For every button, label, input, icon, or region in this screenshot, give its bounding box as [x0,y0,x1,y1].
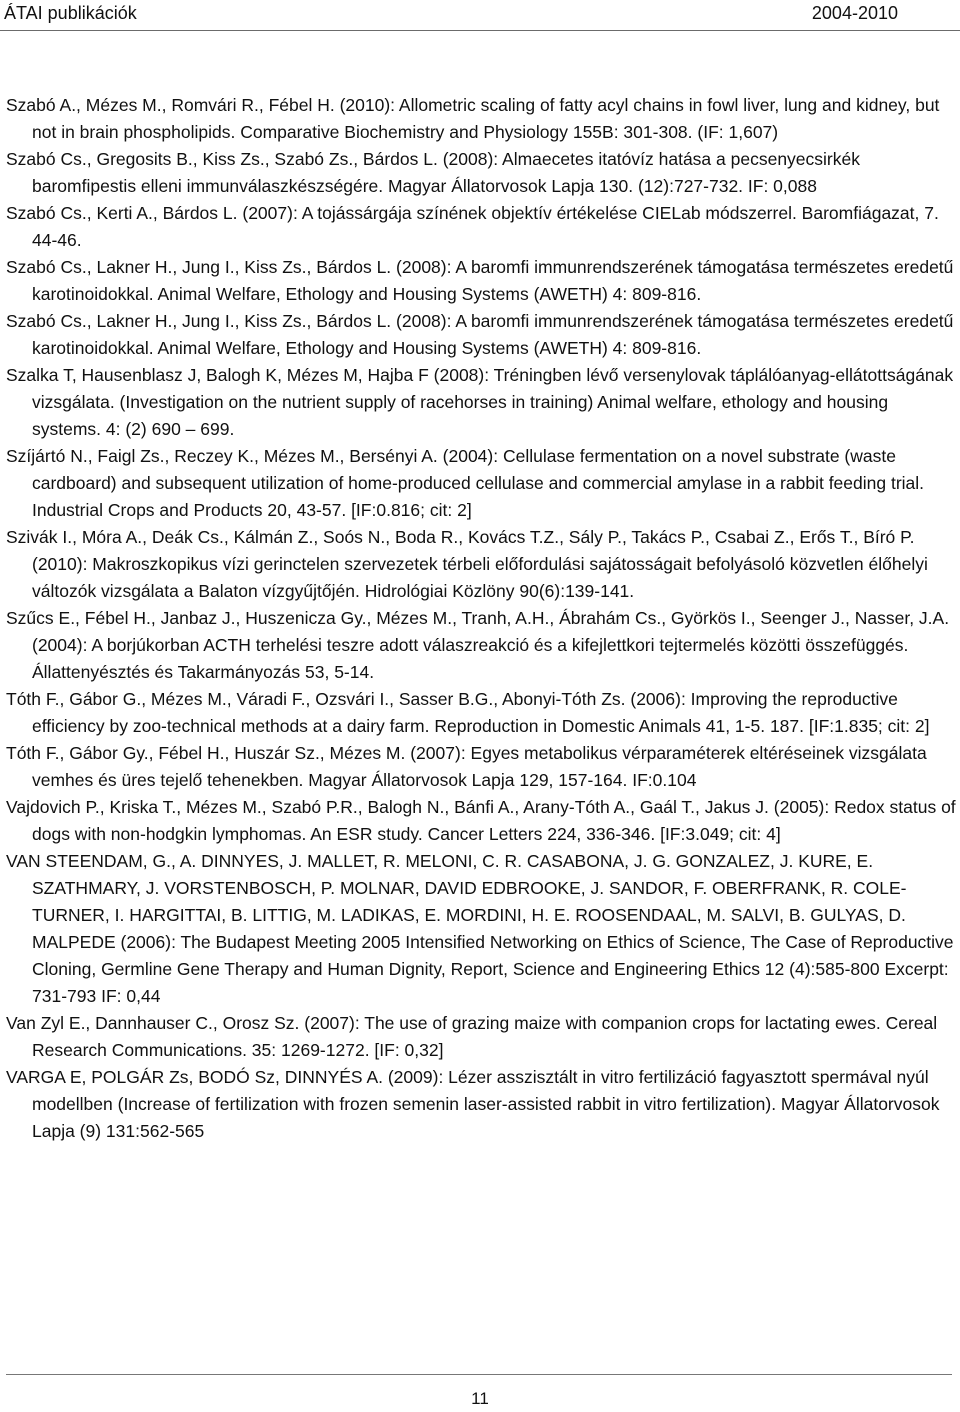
reference-entry: Van Zyl E., Dannhauser C., Orosz Sz. (2007): The use of grazing maize with companion crops for lactating ewes. Cereal Research Communications. 35: 1269-1272. [IF: 0,32] [6,1013,938,1060]
reference-entry: Szűcs E., Fébel H., Janbaz J., Huszenicza Gy., Mézes M., Tranh, A.H., Ábrahám Cs., Györkös I., Seenger J., Nasser, J.A. (2004): A borjúkorban ACTH terhelési teszre adott válaszreakció és a kifejlettkori tejtermelés közötti összefüggés. Állattenyésztés és Takarmányozás 53, 5-14. [6,608,950,682]
reference-entry: Szabó Cs., Lakner H., Jung I., Kiss Zs., Bárdos L. (2008): A baromfi immunrendszerének támogatása természetes eredetű karotinoidokkal. Animal Welfare, Ethology and Housing Systems (AWETH) 4: 809-816. [6,257,954,304]
reference-list [6,92,956,1145]
reference-entry: Vajdovich P., Kriska T., Mézes M., Szabó P.R., Balogh N., Bánfi A., Arany-Tóth A., Gaál T., Jakus J. (2005): Redox status of dogs with non-hodgkin lymphomas. An ESR study. Cancer Letters 224, 336-346. [IF:3.049; cit: 4] [6,797,956,844]
reference-entry: VAN STEENDAM, G., A. DINNYES, J. MALLET, R. MELONI, C. R. CASABONA, J. G. GONZALEZ, J. KURE, E. SZATHMARY, J. VORSTENBOSCH, P. MOLNAR, DAVID EDBROOKE, J. SANDOR, F. OBERFRANK, R. COLE-TURNER, I. HARGITTAI, B. LITTIG, M. LADIKAS, E. MORDINI, H. E. ROOSENDAAL, M. SALVI, B. GULYAS, D. MALPEDE (2006): The Budapest Meeting 2005 Intensified Networking on Ethics of Science, The Case of Reproductive Cloning, Germline Gene Therapy and Human Dignity, Report, Science and Engineering Ethics 12 (4):585-800 Excerpt: 731-793 IF: 0,44 [6,851,954,1006]
reference-entry: Tóth F., Gábor G., Mézes M., Váradi F., Ozsvári I., Sasser B.G., Abonyi-Tóth Zs. (2006): Improving the reproductive efficiency by zoo-technical methods at a dairy farm. Reproduction in Domestic Animals 41, 1-5. 187. [IF:1.835; cit: 2] [6,689,930,736]
header-divider [0,30,960,31]
reference-entry: Szabó Cs., Gregosits B., Kiss Zs., Szabó Zs., Bárdos L. (2008): Almaecetes itatóvíz hatása a pecsenyecsirkék baromfipestis elleni immunválaszkészségére. Magyar Állatorvosok Lapja 130. (12):727-732. IF: 0,088 [6,149,860,196]
reference-entry: Szabó Cs., Lakner H., Jung I., Kiss Zs., Bárdos L. (2008): A baromfi immunrendszerének támogatása természetes eredetű karotinoidokkal. Animal Welfare, Ethology and Housing Systems (AWETH) 4: 809-816. [6,311,954,358]
reference-entry: Szabó A., Mézes M., Romvári R., Fébel H. (2010): Allometric scaling of fatty acyl chains in fowl liver, lung and kidney, but not in brain phospholipids. Comparative Biochemistry and Physiology 155B: 301-308. (IF: 1,607) [6,95,940,142]
reference-entry: Szabó Cs., Kerti A., Bárdos L. (2007): A tojássárgája színének objektív értékelése CIELab módszerrel. Baromfiágazat, 7. 44-46. [6,203,939,250]
page-number: 11 [471,1389,489,1408]
page-header [0,0,960,30]
header-years: 2004-2010 [811,3,898,23]
reference-entry: Tóth F., Gábor Gy., Fébel H., Huszár Sz., Mézes M. (2007): Egyes metabolikus vérparaméterek eltéréseinek vizsgálata vemhes és üres tejelő tehenekben. Magyar Állatorvosok Lapja 129, 157-164. IF:0.104 [6,743,927,790]
reference-entry: VARGA E, POLGÁR Zs, BODÓ Sz, DINNYÉS A. (2009): Lézer asszisztált in vitro fertilizáció fagyasztott spermával nyúl modellben (Increase of fertilization with frozen semenin laser-assisted rabbit in vitro fertilization). Magyar Állatorvosok Lapja (9) 131:562-565 [6,1067,940,1141]
reference-entry: Szalka T, Hausenblasz J, Balogh K, Mézes M, Hajba F (2008): Tréningben lévő versenylovak táplálóanyag-ellátottságának vizsgálata. (Investigation on the nutrient supply of racehorses in training) Animal welfare, ethology and housing systems. 4: (2) 690 – 699. [6,365,954,439]
footer-divider [6,1374,952,1375]
header-title: ÁTAI publikációk [4,3,137,23]
reference-entry: Szivák I., Móra A., Deák Cs., Kálmán Z., Soós N., Boda R., Kovács T.Z., Sály P., Takács P., Csabai Z., Erős T., Bíró P. (2010): Makroszkopikus vízi gerinctelen szervezetek térbeli előfordulási sajátosságait befolyásoló közvetlen élőhelyi változók vizsgálata a Balaton vízgyűjtőjén. Hidrológiai Közlöny 90(6):139-141. [6,527,928,601]
reference-entry: Szíjártó N., Faigl Zs., Reczey K., Mézes M., Bersényi A. (2004): Cellulase fermentation on a novel substrate (waste cardboard) and subsequent utilization of home-produced cellulase and commercial amylase in a rabbit feeding trial. Industrial Crops and Products 20, 43-57. [IF:0.816; cit: 2] [6,446,925,520]
